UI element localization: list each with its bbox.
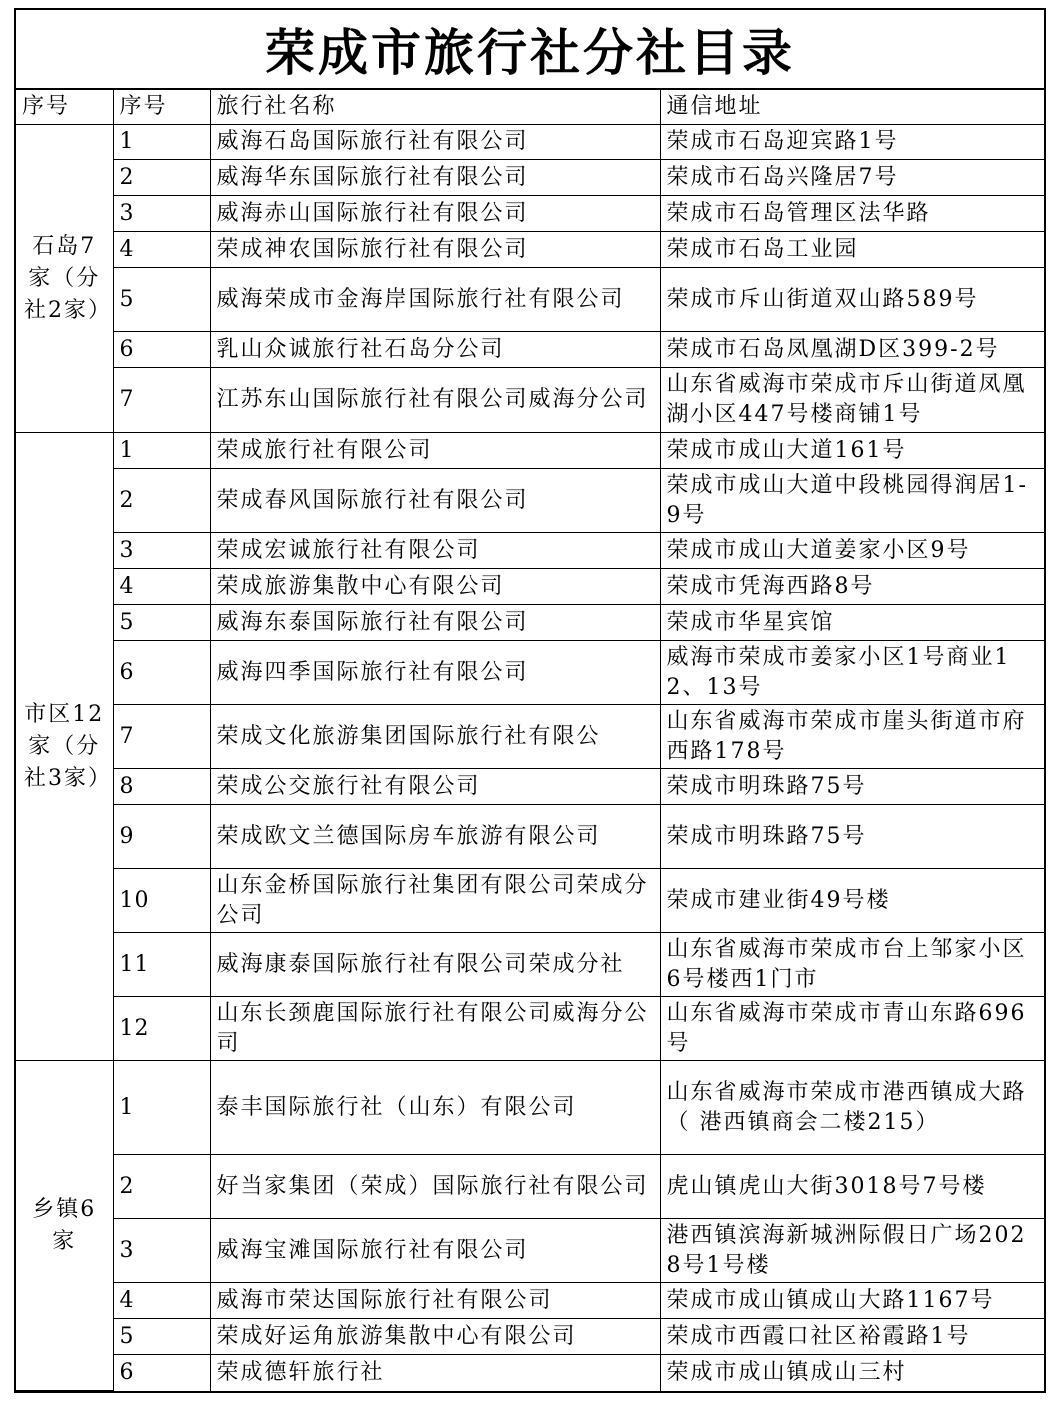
row-number-cell: 5 <box>113 605 210 641</box>
table-row <box>16 1155 1044 1219</box>
agency-name-cell: 威海石岛国际旅行社有限公司 <box>210 125 660 160</box>
group-label-cell: 市区12家（分社3家） <box>16 433 113 1061</box>
agency-name-cell: 威海东泰国际旅行社有限公司 <box>210 605 660 641</box>
agency-name-cell: 山东金桥国际旅行社集团有限公司荣成分公司 <box>210 869 660 933</box>
directory-table <box>16 90 1044 1391</box>
table-row <box>16 232 1044 268</box>
address-cell: 荣成市石岛迎宾路1号 <box>660 125 1044 160</box>
row-number-cell: 5 <box>113 268 210 332</box>
agency-name-cell: 威海康泰国际旅行社有限公司荣成分社 <box>210 933 660 997</box>
agency-name-cell: 荣成春风国际旅行社有限公司 <box>210 469 660 533</box>
address-cell: 山东省威海市荣成市台上邹家小区6号楼西1门市 <box>660 933 1044 997</box>
table-row <box>16 1061 1044 1155</box>
row-number-cell: 3 <box>113 1219 210 1283</box>
row-number-cell: 7 <box>113 368 210 433</box>
row-number-cell: 3 <box>113 533 210 569</box>
group-label-cell: 乡镇6家 <box>16 1061 113 1391</box>
agency-name-cell: 江苏东山国际旅行社有限公司威海分公司 <box>210 368 660 433</box>
address-cell: 荣成市西霞口社区裕霞路1号 <box>660 1319 1044 1355</box>
row-number-cell: 3 <box>113 196 210 232</box>
table-row <box>16 125 1044 160</box>
address-cell: 荣成市明珠路75号 <box>660 805 1044 869</box>
row-number-cell: 8 <box>113 769 210 805</box>
row-number-cell: 6 <box>113 641 210 705</box>
header-cell-no: 序号 <box>113 90 210 125</box>
address-cell: 山东省威海市荣成市斥山街道凤凰湖小区447号楼商铺1号 <box>660 368 1044 433</box>
header-cell-name: 旅行社名称 <box>210 90 660 125</box>
row-number-cell: 2 <box>113 469 210 533</box>
address-cell: 荣成市斥山街道双山路589号 <box>660 268 1044 332</box>
address-cell: 荣成市明珠路75号 <box>660 769 1044 805</box>
table-row <box>16 641 1044 705</box>
row-number-cell: 9 <box>113 805 210 869</box>
row-number-cell: 2 <box>113 1155 210 1219</box>
address-cell: 荣成市成山镇成山大路1167号 <box>660 1283 1044 1319</box>
row-number-cell: 5 <box>113 1319 210 1355</box>
agency-name-cell: 威海市荣达国际旅行社有限公司 <box>210 1283 660 1319</box>
address-cell: 荣成市石岛凤凰湖D区399-2号 <box>660 332 1044 368</box>
row-number-cell: 4 <box>113 232 210 268</box>
table-row <box>16 332 1044 368</box>
table-row <box>16 1219 1044 1283</box>
agency-name-cell: 荣成神农国际旅行社有限公司 <box>210 232 660 268</box>
table-row <box>16 569 1044 605</box>
agency-name-cell: 乳山众诚旅行社石岛分公司 <box>210 332 660 368</box>
row-number-cell: 4 <box>113 569 210 605</box>
table-row <box>16 605 1044 641</box>
table-row <box>16 805 1044 869</box>
header-cell-address: 通信地址 <box>660 90 1044 125</box>
row-number-cell: 2 <box>113 160 210 196</box>
agency-name-cell: 荣成旅游集散中心有限公司 <box>210 569 660 605</box>
address-cell: 荣成市华星宾馆 <box>660 605 1044 641</box>
header-row <box>16 90 1044 125</box>
table-row <box>16 997 1044 1061</box>
table-row <box>16 160 1044 196</box>
address-cell: 港西镇滨海新城洲际假日广场2028号1号楼 <box>660 1219 1044 1283</box>
table-row <box>16 869 1044 933</box>
table-row <box>16 433 1044 469</box>
row-number-cell: 1 <box>113 433 210 469</box>
agency-name-cell: 荣成公交旅行社有限公司 <box>210 769 660 805</box>
table-row <box>16 1319 1044 1355</box>
table-row <box>16 533 1044 569</box>
row-number-cell: 11 <box>113 933 210 997</box>
row-number-cell: 1 <box>113 1061 210 1155</box>
address-cell: 荣成市石岛管理区法华路 <box>660 196 1044 232</box>
row-number-cell: 1 <box>113 125 210 160</box>
table-row <box>16 1283 1044 1319</box>
agency-name-cell: 威海华东国际旅行社有限公司 <box>210 160 660 196</box>
address-cell: 威海市荣成市姜家小区1号商业12、13号 <box>660 641 1044 705</box>
address-cell: 虎山镇虎山大街3018号7号楼 <box>660 1155 1044 1219</box>
address-cell: 荣成市凭海西路8号 <box>660 569 1044 605</box>
table-row <box>16 469 1044 533</box>
row-number-cell: 4 <box>113 1283 210 1319</box>
address-cell: 荣成市成山大道161号 <box>660 433 1044 469</box>
agency-name-cell: 荣成好运角旅游集散中心有限公司 <box>210 1319 660 1355</box>
row-number-cell: 12 <box>113 997 210 1061</box>
agency-name-cell: 威海宝滩国际旅行社有限公司 <box>210 1219 660 1283</box>
address-cell: 荣成市石岛工业园 <box>660 232 1044 268</box>
table-row <box>16 769 1044 805</box>
agency-name-cell: 荣成文化旅游集团国际旅行社有限公 <box>210 705 660 769</box>
address-cell: 荣成市石岛兴隆居7号 <box>660 160 1044 196</box>
row-number-cell: 10 <box>113 869 210 933</box>
group-label-cell: 石岛7家（分社2家） <box>16 125 113 433</box>
row-number-cell: 7 <box>113 705 210 769</box>
table-row <box>16 705 1044 769</box>
agency-name-cell: 威海赤山国际旅行社有限公司 <box>210 196 660 232</box>
address-cell: 荣成市建业街49号楼 <box>660 869 1044 933</box>
agency-name-cell: 好当家集团（荣成）国际旅行社有限公司 <box>210 1155 660 1219</box>
page-title: 荣成市旅行社分社目录 <box>16 10 1044 90</box>
address-cell: 荣成市成山大道姜家小区9号 <box>660 533 1044 569</box>
agency-name-cell: 山东长颈鹿国际旅行社有限公司威海分公司 <box>210 997 660 1061</box>
agency-name-cell: 荣成德轩旅行社 <box>210 1355 660 1391</box>
header-cell-group-no: 序号 <box>16 90 113 125</box>
address-cell: 山东省威海市荣成市青山东路696号 <box>660 997 1044 1061</box>
directory-sheet <box>14 8 1046 1393</box>
agency-name-cell: 泰丰国际旅行社（山东）有限公司 <box>210 1061 660 1155</box>
address-cell: 山东省威海市荣成市港西镇成大路（ 港西镇商会二楼215） <box>660 1061 1044 1155</box>
agency-name-cell: 荣成欧文兰德国际房车旅游有限公司 <box>210 805 660 869</box>
agency-name-cell: 威海四季国际旅行社有限公司 <box>210 641 660 705</box>
row-number-cell: 6 <box>113 332 210 368</box>
address-cell: 荣成市成山大道中段桃园得润居1-9号 <box>660 469 1044 533</box>
agency-name-cell: 荣成旅行社有限公司 <box>210 433 660 469</box>
agency-name-cell: 威海荣成市金海岸国际旅行社有限公司 <box>210 268 660 332</box>
agency-name-cell: 荣成宏诚旅行社有限公司 <box>210 533 660 569</box>
table-row <box>16 268 1044 332</box>
table-row <box>16 933 1044 997</box>
address-cell: 山东省威海市荣成市崖头街道市府西路178号 <box>660 705 1044 769</box>
table-row <box>16 1355 1044 1391</box>
table-row <box>16 196 1044 232</box>
address-cell: 荣成市成山镇成山三村 <box>660 1355 1044 1391</box>
row-number-cell: 6 <box>113 1355 210 1391</box>
table-row <box>16 368 1044 433</box>
